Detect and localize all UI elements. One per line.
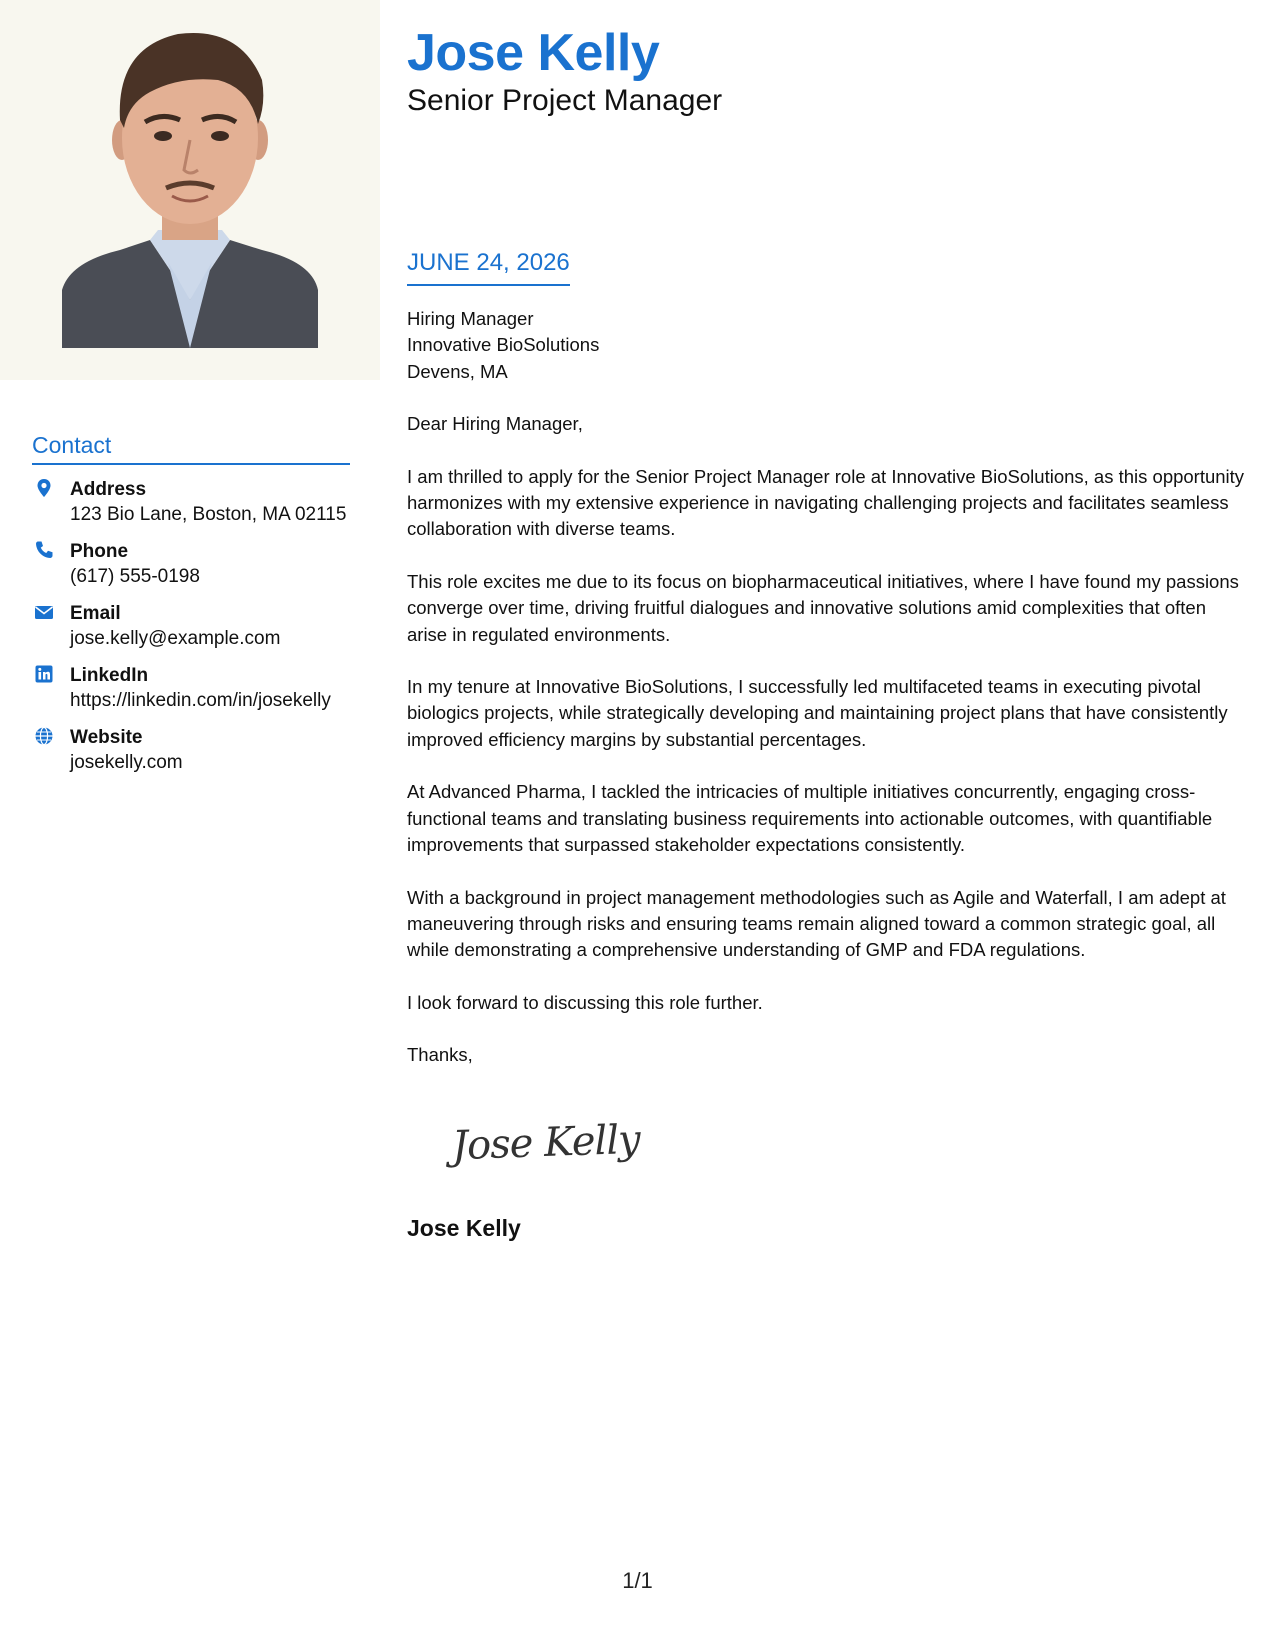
letter-paragraph: At Advanced Pharma, I tackled the intricacies of multiple initiatives concurrently, engaging cross-functional teams and translating business requirements into actionable outcomes, with quantifiable improvements that surpassed stakeholder expectations consistently.: [407, 781, 1213, 856]
contact-phone-value: (617) 555-0198: [70, 566, 200, 587]
letter-paragraph: With a background in project management methodologies such as Agile and Waterfall, I am adept at maneuvering through risks and ensuring teams remain aligned toward a common strategic goal, all while demonstrating a comprehensive understanding of GMP and FDA regulations.: [407, 886, 1226, 961]
contact-phone-label: Phone: [70, 541, 129, 562]
salutation: Dear Hiring Manager,: [407, 413, 583, 435]
contact-address-label: Address: [70, 479, 147, 500]
contact-linkedin: [32, 663, 350, 713]
contact-website: [32, 725, 350, 775]
location-pin-icon: [34, 478, 54, 498]
applicant-title: Senior Project Manager: [407, 84, 723, 117]
contact-address: [32, 477, 350, 527]
letter-date: JUNE 24, 2026: [407, 248, 570, 286]
closing: Thanks,: [407, 1044, 473, 1066]
recipient-line: Devens, MA: [407, 360, 508, 382]
contact-email-value[interactable]: jose.kelly@example.com: [70, 628, 281, 649]
applicant-name: Jose Kelly: [407, 24, 660, 82]
linkedin-icon: [34, 664, 54, 684]
globe-icon: [34, 726, 54, 746]
letter-paragraph: In my tenure at Innovative BioSolutions, I successfully led multifaceted teams in executing pivotal biologics projects, while strategically developing and maintaining project plans that have consistently improved efficiency margins by substantial percentages.: [407, 676, 1228, 750]
contact-section: [32, 432, 350, 787]
letter-paragraph: I look forward to discussing this role further.: [407, 991, 763, 1013]
recipient-line: Hiring Manager: [407, 308, 534, 329]
email-icon: [34, 602, 54, 622]
portrait-image: [0, 0, 380, 380]
recipient-block: [407, 306, 1247, 385]
contact-heading: Contact: [32, 432, 350, 465]
contact-website-label: Website: [70, 727, 143, 748]
contact-website-value[interactable]: josekelly.com: [70, 752, 183, 773]
letter-body: [407, 306, 1247, 1095]
profile-photo: [0, 0, 380, 380]
contact-phone: [32, 539, 350, 589]
recipient-line: Innovative BioSolutions: [407, 334, 600, 356]
contact-email-label: Email: [70, 603, 121, 624]
page-number: 1/1: [622, 1568, 653, 1593]
contact-linkedin-value[interactable]: https://linkedin.com/in/josekelly: [70, 690, 331, 711]
contact-linkedin-label: LinkedIn: [70, 665, 149, 686]
signer-name: Jose Kelly: [407, 1215, 521, 1241]
contact-email: [32, 601, 350, 651]
contact-address-value: 123 Bio Lane, Boston, MA 02115: [70, 504, 347, 525]
letter-paragraph: This role excites me due to its focus on biopharmaceutical initiatives, where I have found my passions converge over time, driving fruitful dialogues and innovative solutions amid complexities that often arise in regulated environments.: [407, 570, 1239, 645]
letter-paragraph: I am thrilled to apply for the Senior Project Manager role at Innovative BioSolutions, as this opportunity harmonizes with my extensive experience in navigating challenging projects and facilitates seamless collaboration with diverse teams.: [407, 465, 1245, 540]
handwritten-signature: Jose Kelly: [451, 1116, 641, 1170]
phone-icon: [34, 540, 54, 560]
